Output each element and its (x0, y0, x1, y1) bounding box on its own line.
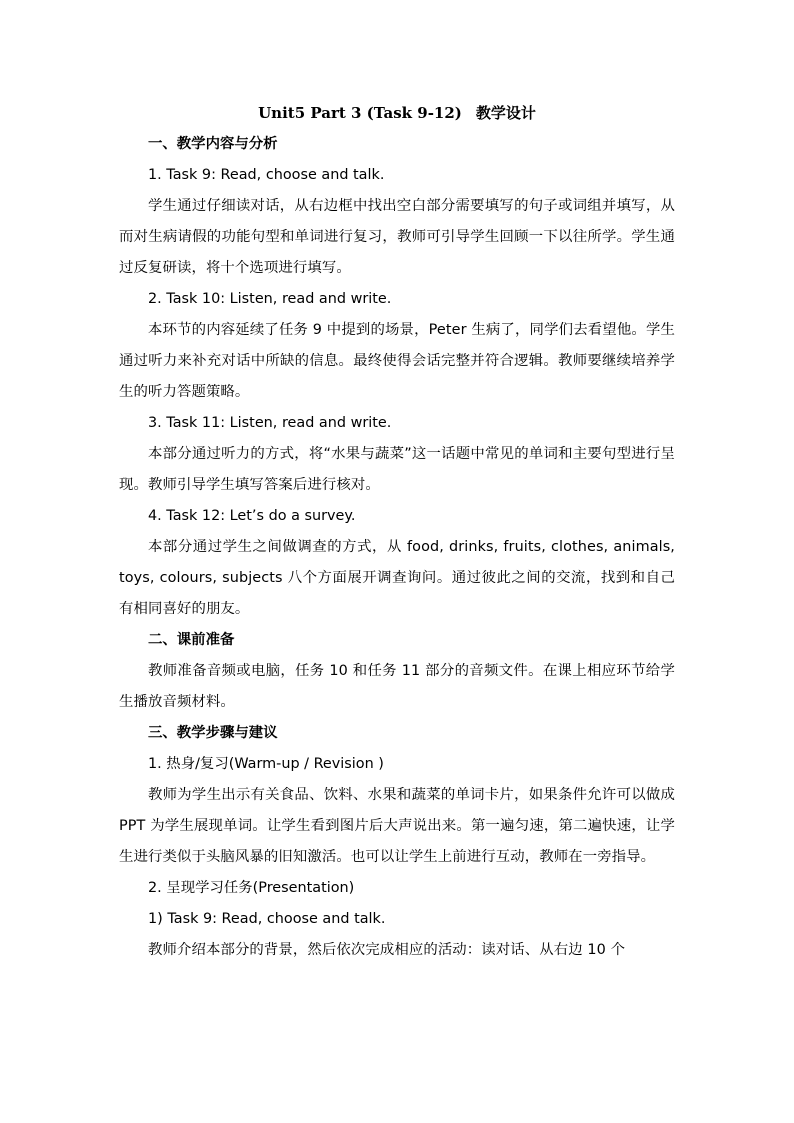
document-title-suffix: 教学设计 (475, 104, 536, 122)
warmup-body: 教师为学生出示有关食品、饮料、水果和蔬菜的单词卡片，如果条件允许可以做成 PPT 为学生展现单词。让学生看到图片后大声说出来。第一遍匀速，第二遍快速，让学生进行类似于头脑风暴的旧知激活。也可以让学生上前进行互动，教师在一旁指导。 (119, 787, 675, 865)
task9-body: 学生通过仔细读对话，从右边框中找出空白部分需要填写的句子或词组并填写，从而对生病请假的功能句型和单词进行复习，教师可引导学生回顾一下以往所学。学生通过反复研读，将十个选项进行填写。 (119, 198, 675, 276)
task11-label: 3. Task 11: Listen, read and write. (148, 415, 392, 431)
warmup-label: 1. 热身/复习(Warm-up / Revision ) (148, 756, 384, 772)
document-title-main: Unit5 Part 3 (Task 9-12) (258, 104, 462, 122)
document-title (119, 98, 675, 129)
section-heading-preparation: 二、课前准备 (148, 632, 235, 648)
presentation-label: 2. 呈现学习任务(Presentation) (148, 880, 355, 896)
section-heading-content-analysis: 一、教学内容与分析 (148, 136, 278, 152)
document-content (119, 98, 675, 966)
presentation-task9-body: 教师介绍本部分的背景，然后依次完成相应的活动：读对话、从右边 10 个 (148, 942, 626, 958)
task12-label: 4. Task 12: Let’s do a survey. (148, 508, 356, 524)
task10-body: 本环节的内容延续了任务 9 中提到的场景，Peter 生病了，同学们去看望他。学生通过听力来补充对话中所缺的信息。最终使得会话完整并符合逻辑。教师要继续培养学生的听力答题策略。 (119, 322, 675, 400)
task12-body: 本部分通过学生之间做调查的方式，从 food, drinks, fruits, clothes, animals, toys, colours, subjects 八个方面展开调查询问。通过彼此之间的交流，找到和自己有相同喜好的朋友。 (119, 539, 675, 617)
section-heading-teaching-steps: 三、教学步骤与建议 (148, 725, 278, 741)
task9-label: 1. Task 9: Read, choose and talk. (148, 167, 385, 183)
task10-label: 2. Task 10: Listen, read and write. (148, 291, 392, 307)
task11-body: 本部分通过听力的方式，将“水果与蔬菜”这一话题中常见的单词和主要句型进行呈现。教师引导学生填写答案后进行核对。 (119, 446, 675, 493)
presentation-task9-label: 1) Task 9: Read, choose and talk. (148, 911, 386, 927)
preparation-body: 教师准备音频或电脑，任务 10 和任务 11 部分的音频文件。在课上相应环节给学生播放音频材料。 (119, 663, 675, 710)
